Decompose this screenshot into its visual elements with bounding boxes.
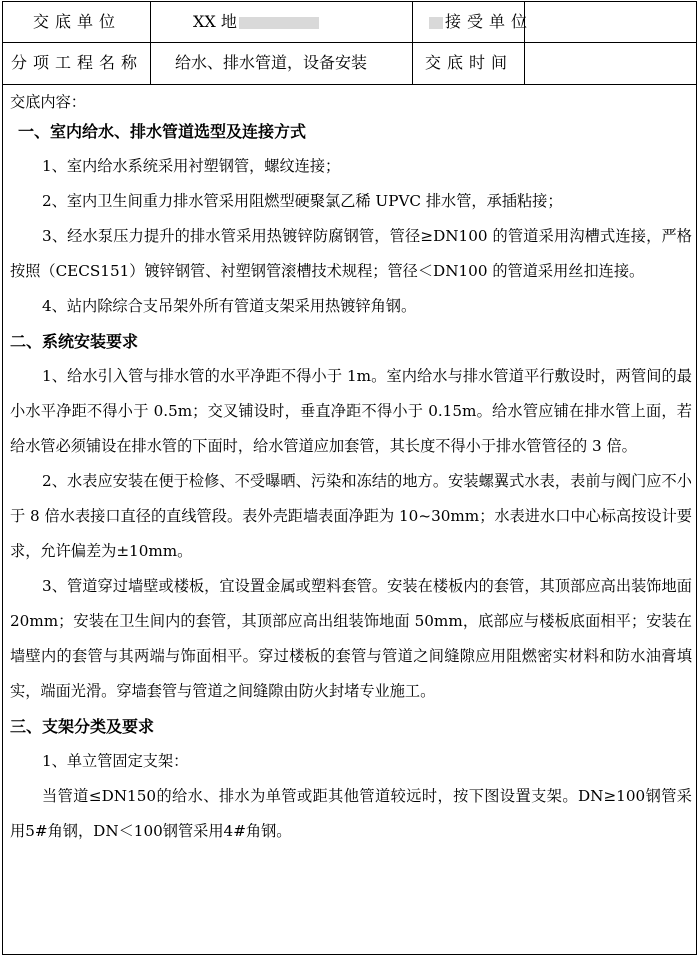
disclosure-form [2, 1, 697, 955]
disclosure-content [10, 90, 692, 849]
row-divider-2 [3, 84, 696, 85]
redacted-block-small [429, 17, 443, 29]
section-2-item-2: 2、水表应安装在便于检修、不受曝晒、污染和冻结的地方。安装螺翼式水表，表前与阀门应不小于 8 倍水表接口直径的直线管段。表外壳距墙表面净距为 10~30mm；水表进水口中心标高按设计要求，允许偏差为±10mm。 [10, 472, 692, 560]
row-divider-1 [3, 42, 696, 43]
section-1-item-1: 1、室内给水系统采用衬塑钢管，螺纹连接； [42, 157, 341, 175]
section-2-title: 二、系统安装要求 [10, 332, 139, 351]
disclosure-unit-label: 交底单位 [33, 12, 122, 31]
section-1-title: 一、室内给水、排水管道选型及连接方式 [18, 122, 307, 141]
section-1-item-4: 4、站内除综合支吊架外所有管道支架采用热镀锌角钢。 [42, 297, 417, 315]
col-divider-1 [150, 2, 151, 84]
section-3-item-1: 1、单立管固定支架： [42, 752, 189, 770]
section-1-item-2: 2、室内卫生间重力排水管采用阻燃型硬聚氯乙稀 UPVC 排水管，承插粘接； [42, 192, 563, 210]
disclosure-time-value [533, 53, 683, 73]
disclosure-unit-value-text: XX 地 [193, 12, 237, 31]
section-2-item-3: 3、管道穿过墙壁或楼板，宜设置金属或塑料套管。安装在楼板内的套管，其顶部应高出装饰地面 20mm；安装在卫生间内的套管，其顶部应高出组装饰地面 50mm，底部应与楼板底面相平；安装在墙壁内的套管与其两端与饰面相平。穿过楼板的套管与管道之间缝隙应用阻燃密实材料和防水油膏填实，端面光滑。穿墙套管与管道之间缝隙由防火封堵专业施工。 [10, 577, 692, 700]
section-3-title: 三、支架分类及要求 [10, 717, 155, 736]
section-3-item-2: 当管道≤DN150的给水、排水为单管或距其他管道较远时，按下图设置支架。DN≥100钢管采用5#角钢，DN＜100钢管采用4#角钢。 [10, 787, 692, 840]
receiving-unit-label [427, 12, 533, 32]
content-intro: 交底内容： [10, 93, 86, 111]
section-2-item-1: 1、给水引入管与排水管的水平净距不得小于 1m。室内给水与排水管道平行敷设时，两管间的最小水平净距不得小于 0.5m；交叉铺设时，垂直净距不得小于 0.15m。给水管应铺在排水管上面，若给水管必须铺设在排水管的下面时，给水管道应加套管，其长度不得小于排水管管径的 3 倍。 [10, 367, 692, 455]
col-divider-2 [412, 2, 413, 84]
disclosure-unit-value [193, 12, 321, 32]
receiving-unit-label-text: 接受单位 [445, 12, 534, 31]
subproject-name-label: 分项工程名称 [11, 53, 144, 72]
section-1-item-3: 3、经水泵压力提升的排水管采用热镀锌防腐钢管，管径≥DN100 的管道采用沟槽式连接，严格按照（CECS151）镀锌钢管、衬塑钢管滚槽技术规程；管径＜DN100 的管道采用丝扣连接。 [10, 227, 692, 280]
subproject-name-value: 给水、排水管道，设备安装 [175, 53, 368, 72]
disclosure-time-label: 交底时间 [425, 53, 514, 72]
redacted-block [239, 17, 319, 29]
